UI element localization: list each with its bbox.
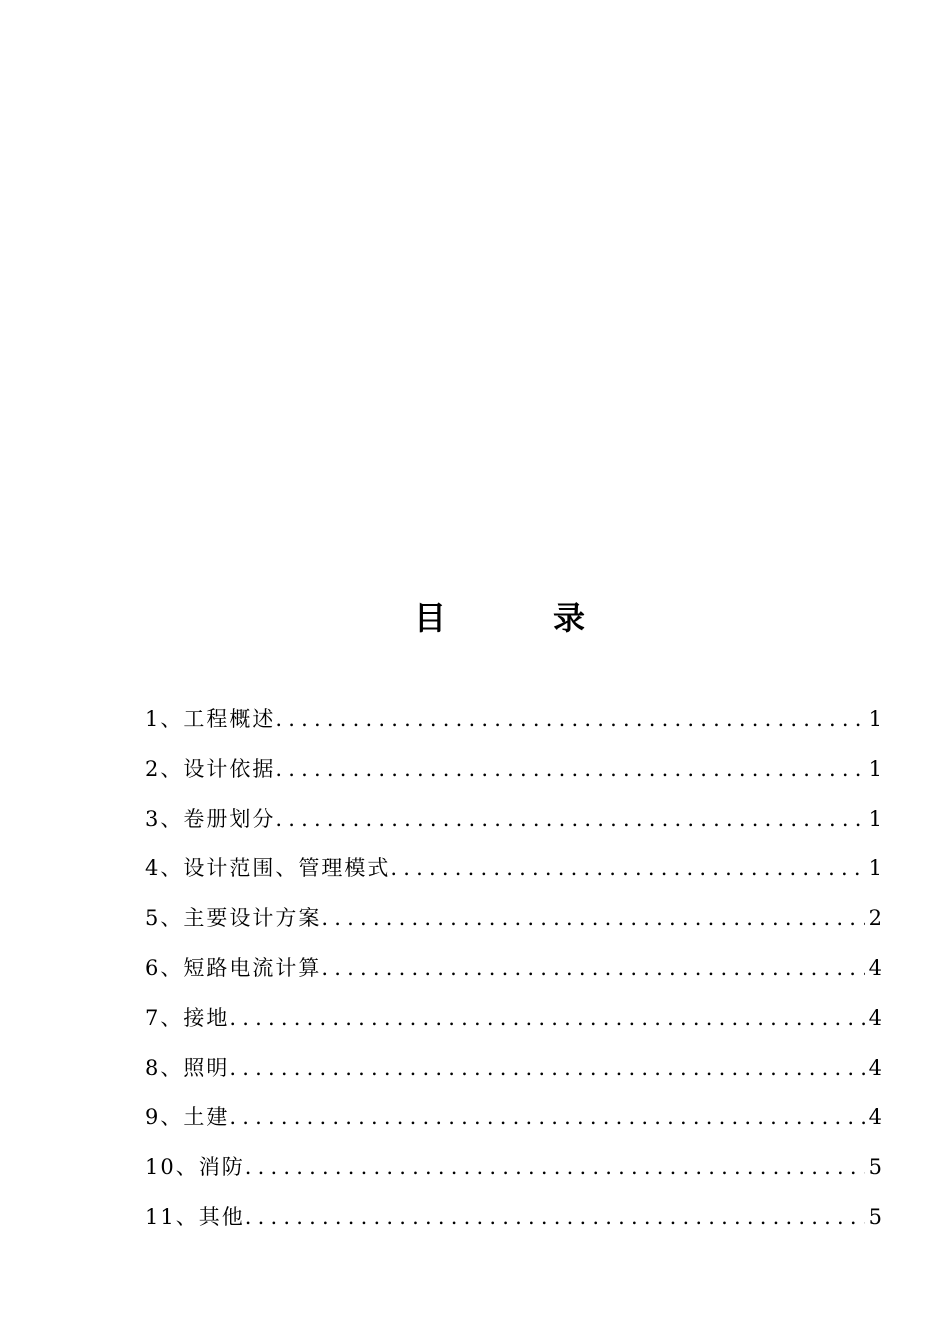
toc-entry-label: 2、设计依据 <box>145 756 276 781</box>
toc-entry[interactable] <box>145 747 882 797</box>
toc-entry-page-number: 1 <box>868 806 882 831</box>
toc-entry-page-number: 1 <box>868 707 882 731</box>
toc-dot-leader <box>229 996 864 1040</box>
toc-entry-page-number: 1 <box>868 756 882 781</box>
toc-entry-label: 1、工程概述 <box>145 707 276 731</box>
toc-entry[interactable] <box>145 1046 882 1096</box>
toc-entry-label: 5、主要设计方案 <box>145 906 322 931</box>
toc-entry[interactable] <box>145 1145 882 1195</box>
toc-dot-leader <box>245 1195 865 1239</box>
toc-dot-leader <box>275 697 864 741</box>
toc-entry-page-number: 4 <box>868 1055 882 1080</box>
toc-entry[interactable] <box>145 996 882 1046</box>
toc-entry[interactable] <box>145 896 882 946</box>
toc-entry[interactable] <box>145 946 882 996</box>
toc-entry[interactable] <box>145 697 882 747</box>
toc-entry-label: 4、设计范围、管理模式 <box>145 856 391 881</box>
toc-entry-page-number: 1 <box>868 856 882 881</box>
toc-entry-page-number: 5 <box>868 1204 882 1229</box>
toc-entry-label: 8、照明 <box>145 1055 230 1080</box>
toc-entry-label: 7、接地 <box>145 1005 230 1030</box>
toc-dot-leader <box>321 946 864 990</box>
toc-entry[interactable] <box>145 797 882 847</box>
toc-entry[interactable] <box>145 1195 882 1245</box>
toc-dot-leader <box>275 797 864 841</box>
toc-entry-page-number: 4 <box>868 1105 882 1130</box>
toc-dot-leader <box>229 1046 864 1090</box>
toc-list <box>145 697 882 1245</box>
toc-entry[interactable] <box>145 846 882 896</box>
toc-entry-page-number: 4 <box>868 955 882 980</box>
toc-dot-leader <box>390 846 864 890</box>
toc-entry-page-number: 5 <box>868 1155 882 1180</box>
toc-entry[interactable] <box>145 1095 882 1145</box>
toc-entry-label: 11、其他 <box>145 1204 245 1229</box>
toc-heading-char-1: 目 <box>414 599 447 637</box>
toc-entry-label: 10、消防 <box>145 1155 245 1180</box>
toc-entry-label: 9、土建 <box>145 1105 230 1130</box>
toc-dot-leader <box>229 1095 864 1139</box>
toc-entry-label: 3、卷册划分 <box>145 806 276 831</box>
toc-heading <box>0 596 950 640</box>
toc-entry-page-number: 2 <box>868 906 882 931</box>
toc-entry-page-number: 4 <box>868 1005 882 1030</box>
toc-dot-leader <box>321 896 864 940</box>
toc-heading-char-2: 录 <box>553 599 586 637</box>
toc-dot-leader <box>275 747 864 791</box>
toc-entry-label: 6、短路电流计算 <box>145 955 322 980</box>
toc-dot-leader <box>245 1145 865 1189</box>
